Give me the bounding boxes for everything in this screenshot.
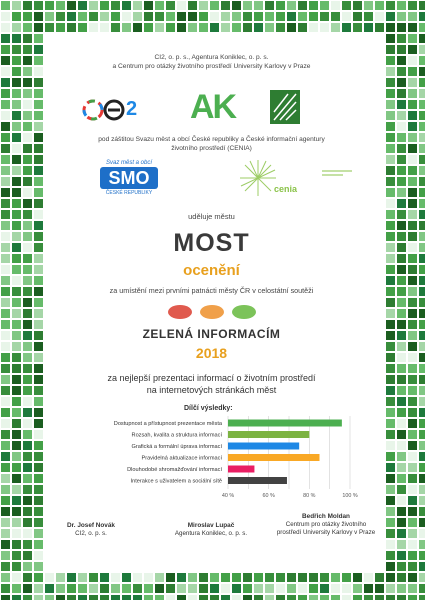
- competition-dot-3: [232, 305, 256, 319]
- chart-bar: [228, 454, 320, 461]
- ak-logo: [190, 88, 234, 128]
- description-line-2: na internetových stránkách měst: [146, 385, 277, 395]
- signature-2: [156, 522, 266, 538]
- chart-bar: [228, 420, 342, 427]
- smo-logo-top: Svaz měst a obcí: [105, 160, 153, 166]
- signature-1-org: CI2, o. p. s.: [75, 530, 107, 538]
- ci2-logo: [82, 96, 152, 124]
- chart-category-label: Pravidelná aktualizace informací: [141, 455, 222, 462]
- competition-year: 2018: [195, 345, 228, 361]
- ci2-logo-text: 2: [126, 98, 138, 120]
- grants-to: uděluje městu: [188, 212, 235, 221]
- description-line-1: za nejlepší prezentaci informací o životním prostředí: [107, 373, 316, 383]
- competition-name: ZELENÁ INFORMACÍM: [142, 327, 281, 341]
- organizers-line-2: a Centrum pro otázky životního prostředí University Karlovy v Praze: [112, 63, 311, 70]
- organizers-line-1: CI2, o. p. s., Agentura Koniklec, o. p. s.: [154, 54, 269, 61]
- chart-category-label: Dlouhodobé shromažďování informací: [127, 467, 222, 473]
- university-leaf-logo: [270, 90, 300, 124]
- award-reason: za umístění mezi prvními patnácti městy ČR v celostátní soutěži: [109, 286, 314, 295]
- competition-dot-1: [168, 305, 192, 319]
- patronage-line-1: pod záštitou Svazu měst a obcí České republiky a České informační agentury: [98, 136, 325, 143]
- cenia-caption: [322, 170, 352, 180]
- cenia-logo: [238, 158, 308, 202]
- chart-bar: [228, 466, 254, 473]
- cenia-logo-text: cenia: [274, 184, 298, 194]
- signature-1-name: Dr. Josef Novák: [67, 522, 115, 529]
- results-bar-chart: [44, 414, 379, 506]
- signature-3-name: Bedřich Moldan: [302, 513, 350, 520]
- chart-x-tick-label: 100 %: [342, 493, 358, 499]
- ak-logo-text: AK: [190, 88, 236, 126]
- chart-bar: [228, 477, 287, 484]
- chart-title: Dílčí výsledky:: [184, 405, 233, 412]
- signature-1: [46, 522, 136, 538]
- signature-2-org: Agentura Koniklec, o. p. s.: [174, 530, 248, 538]
- chart-x-tick-label: 40 %: [221, 493, 235, 499]
- signature-3: [276, 513, 376, 537]
- chart-category-label: Rozsah, kvalita a struktura informací: [131, 432, 222, 439]
- chart-bar: [228, 431, 309, 438]
- smo-logo: [96, 160, 162, 202]
- chart-x-tick-label: 60 %: [262, 493, 275, 499]
- smo-logo-bottom: ČESKÉ REPUBLIKY: [105, 190, 153, 196]
- signature-3-org: Centrum pro otázky životního prostředí University Karlovy v Praze: [276, 521, 376, 537]
- award-title: ocenění: [183, 262, 240, 279]
- smo-logo-main: SMO: [100, 167, 158, 189]
- chart-bar: [228, 443, 299, 450]
- patronage-line-2: životního prostředí (CENIA): [171, 145, 252, 152]
- chart-category-label: Dostupnost a přístupnost prezentace města: [113, 421, 222, 427]
- competition-dots-logo: [165, 304, 259, 322]
- chart-x-tick-label: 80 %: [303, 493, 316, 499]
- certificate-body: [44, 40, 379, 568]
- chart-category-label: Grafická a formální úprava informací: [131, 444, 222, 450]
- chart-category-label: Interakce s uživatelem a sociální sítě: [130, 478, 222, 485]
- competition-dot-2: [200, 305, 224, 319]
- signature-2-name: Miroslav Lupač: [187, 522, 235, 529]
- city-name: MOST: [173, 229, 250, 257]
